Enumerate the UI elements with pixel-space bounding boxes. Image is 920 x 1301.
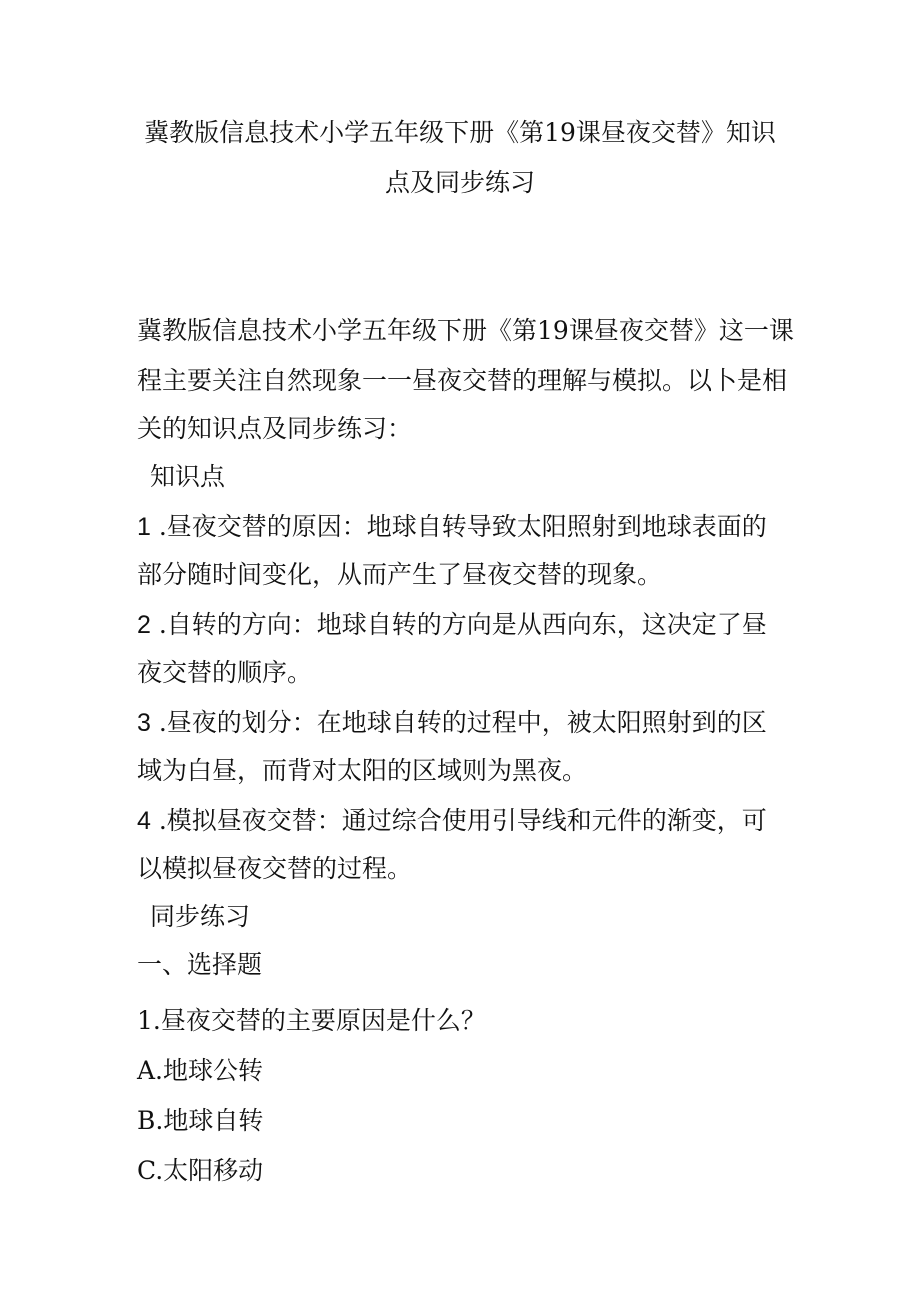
knowledge-heading: 知识点 [150,462,226,491]
knowledge-point-4-text: .模拟昼夜交替：通过综合使用引导线和元件的渐变，可 [158,806,767,835]
knowledge-point-2-number: 2 [137,611,151,639]
knowledge-point-3-text: .昼夜的划分：在地球自转的过程中，被太阳照射到的区 [158,708,767,737]
intro-line-3: 关的知识点及同步练习： [137,414,413,443]
document-title-line-2: 点及同步练习 [384,168,535,197]
knowledge-point-1-line-1 [137,512,767,542]
question-1: 1.昼夜交替的主要原因是什么？ [137,1006,486,1035]
question-1-option-a: A.地球公转 [137,1056,264,1085]
intro-line-1: 冀教版信息技术小学五年级下册《第19课昼夜交替》这一课 [137,316,794,345]
knowledge-point-1-line-2: 部分随时间变化，从而产生了昼夜交替的现象。 [137,560,663,589]
knowledge-point-1-number: 1 [137,513,151,541]
question-1-option-c: C.太阳移动 [137,1156,264,1185]
knowledge-point-3-line-1 [137,708,767,738]
knowledge-point-2-text: .自转的方向：地球自转的方向是从西向东，这决定了昼 [158,610,767,639]
practice-heading: 同步练习 [150,902,251,931]
knowledge-point-4-number: 4 [137,807,151,835]
knowledge-point-4-line-1 [137,806,767,836]
knowledge-point-3-number: 3 [137,709,151,737]
question-1-option-b: B.地球自转 [137,1106,264,1135]
knowledge-point-3-line-2: 域为白昼，而背对太阳的区域则为黑夜。 [137,756,588,785]
knowledge-point-1-text: .昼夜交替的原因：地球自转导致太阳照射到地球表面的 [158,512,767,541]
intro-line-2: 程主要关注自然现象一一昼夜交替的理解与模拟。以卜是相 [137,366,788,395]
multiple-choice-heading: 一、选择题 [137,950,263,979]
knowledge-point-2-line-2: 夜交替的顺序。 [137,658,313,687]
knowledge-point-2-line-1 [137,610,767,640]
document-title-line-1: 冀教版信息技术小学五年级下册《第19课昼夜交替》知识 [144,118,776,147]
knowledge-point-4-line-2: 以模拟昼夜交替的过程。 [137,854,413,883]
